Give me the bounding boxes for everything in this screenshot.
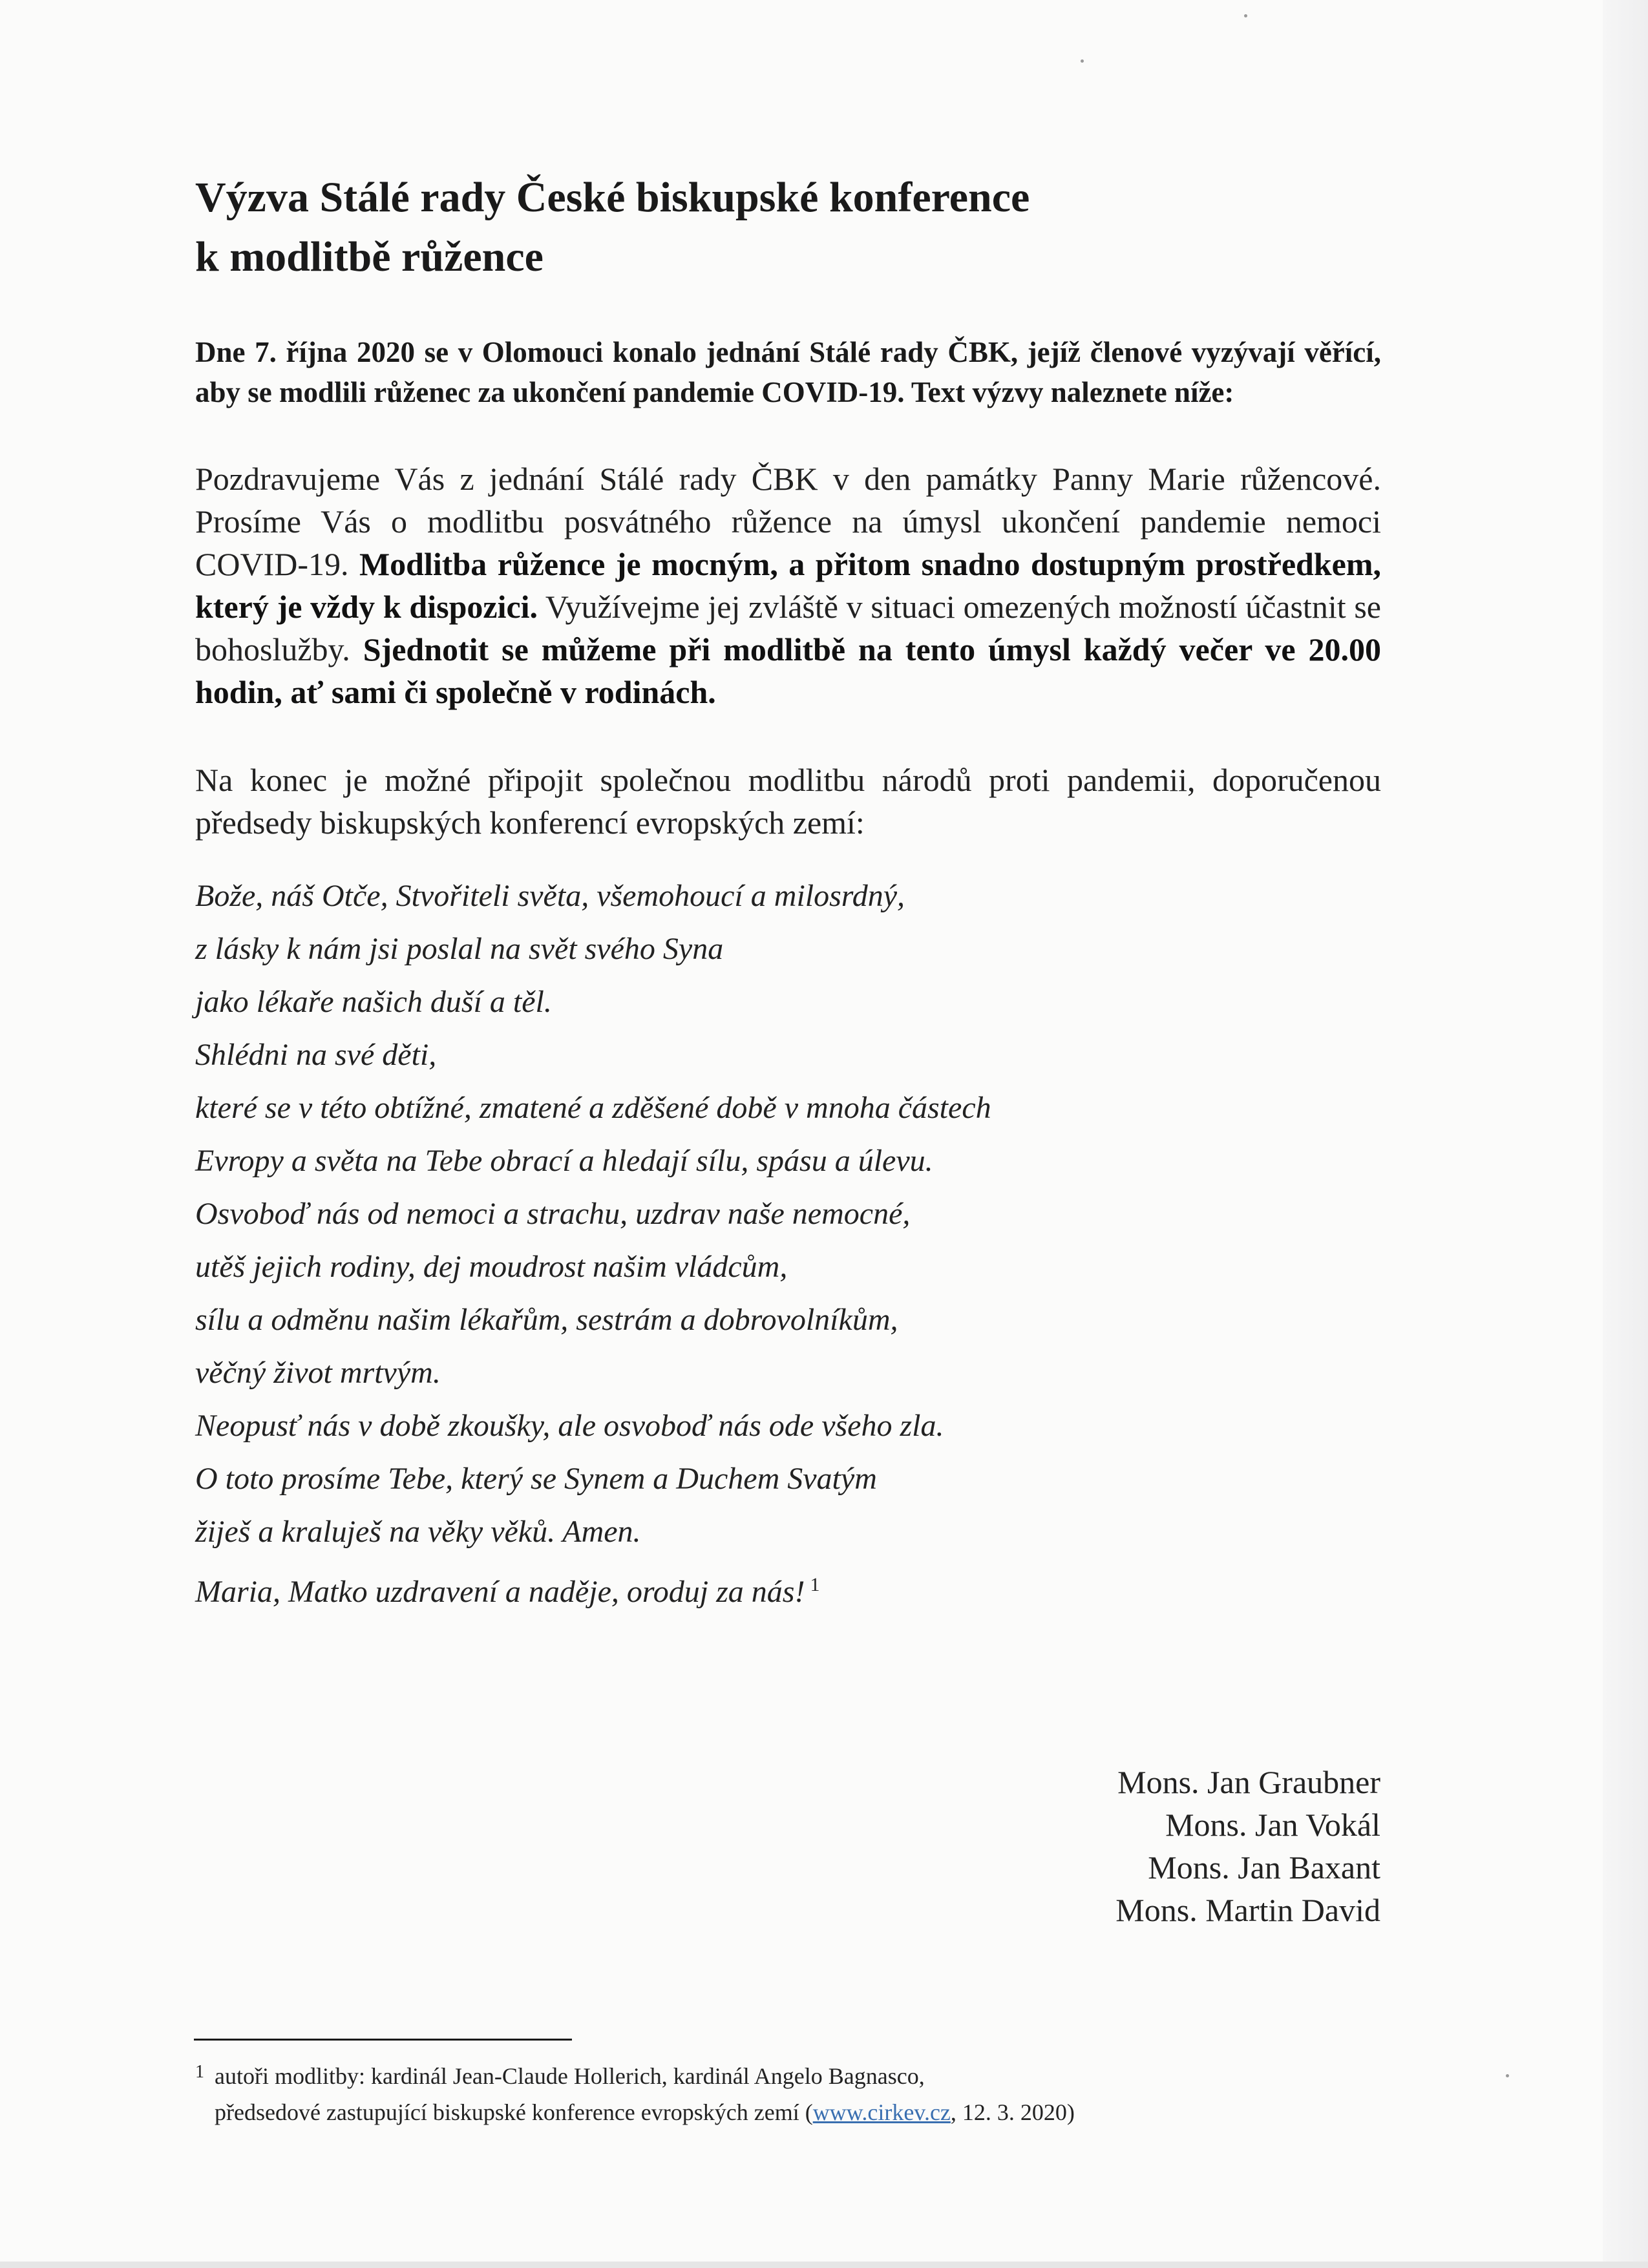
document-body [195,168,1381,1612]
prayer-line: z lásky k nám jsi poslal na svět svého Syna [195,932,724,966]
appeal-text-2: Využívejme jej zvláště v situaci omezených možností účastnit se bohoslužby. [195,589,1381,667]
document-title [195,168,1381,287]
scan-shadow-right [1603,0,1648,2268]
appeal-bold-2: Sjednotit se můžeme při modlitbě na tento úmysl každý večer ve 20.00 hodin, ať sami či společně v rodinách. [195,631,1382,710]
footnote-text-after-link: , 12. 3. 2020) [950,2099,1075,2125]
footnote-text-before-link: předsedové zastupující biskupské konference evropských zemí ( [215,2099,813,2125]
prayer-line: sílu a odměnu našim lékařům, sestrám a dobrovolníkům, [195,1303,898,1337]
appeal-text-1: Pozdravujeme Vás z jednání Stálé rady ČBK v den památky Panny Marie růžencové. Prosíme Vás o modlitbu posvátného růžence na úmysl ukončení pandemie nemoci COVID-19. [195,461,1381,582]
footnote-number: 1 [195,2062,204,2082]
signature-name: Mons. Jan Graubner [1117,1764,1380,1800]
prayer-line: které se v této obtížné, zmatené a zděšené době v mnoha částech [195,1091,991,1125]
prayer-line: Neopusť nás v době zkoušky, ale osvoboď nás ode všeho zla. [195,1409,944,1443]
signature-name: Mons. Jan Baxant [1148,1849,1380,1885]
prayer-line-text: Maria, Matko uzdravení a naděje, oroduj za nás! [195,1575,805,1609]
footnote-reference[interactable]: 1 [810,1574,820,1595]
scan-shadow-bottom [0,2262,1648,2268]
scan-speck [1244,14,1247,17]
scan-speck [1081,59,1084,63]
prayer-line: utěš jejich rodiny, dej moudrost našim vládcům, [195,1250,788,1284]
prayer-line: Evropy a světa na Tebe obrací a hledají sílu, spásu a úlevu. [195,1144,933,1178]
prayer-line: Bože, náš Otče, Stvořiteli světa, všemohoucí a milosrdný, [195,879,905,913]
signature-name: Mons. Jan Vokál [1165,1807,1380,1843]
footnote-line-2 [195,2094,1358,2130]
prayer-line: jako lékaře našich duší a těl. [195,985,552,1019]
source-link[interactable]: www.cirkev.cz [812,2099,951,2125]
title-line-1: Výzva Stálé rady České biskupské konference [195,174,1030,221]
scan-speck [1506,2074,1509,2077]
footnote [195,2058,1358,2130]
title-line-2: k modlitbě růžence [195,233,544,280]
prayer-line: O toto prosíme Tebe, který se Synem a Duchem Svatým [195,1462,877,1496]
prayer-intro-paragraph: Na konec je možné připojit společnou modlitbu národů proti pandemii, doporučenou předsedy biskupských konferencí evropských zemí: [195,762,1381,841]
intro-paragraph: Dne 7. října 2020 se v Olomouci konalo jednání Stálé rady ČBK, jejíž členové vyzývají věřící, aby se modlili růženec za ukončení pandemie COVID-19. Text výzvy naleznete níže: [195,336,1381,408]
prayer-line: věčný život mrtvým. [195,1356,441,1390]
appeal-bold-1: Modlitba růžence je mocným, a přitom snadno dostupným prostředkem, který je vždy k dispozici. [195,546,1381,625]
appeal-paragraph [195,457,1381,713]
prayer-line: Shlédni na své děti, [195,1038,437,1072]
prayer-line: žiješ a kraluješ na věky věků. Amen. [195,1515,641,1549]
footnote-line-1: autoři modlitby: kardinál Jean-Claude Hollerich, kardinál Angelo Bagnasco, [215,2063,925,2089]
prayer-line: Osvoboď nás od nemoci a strachu, uzdrav naše nemocné, [195,1197,911,1231]
footnote-separator [194,2039,572,2041]
signature-block [1115,1761,1380,1931]
prayer-text [195,870,1381,1612]
signature-name: Mons. Martin David [1115,1892,1380,1928]
prayer-line-last [195,1559,1381,1612]
